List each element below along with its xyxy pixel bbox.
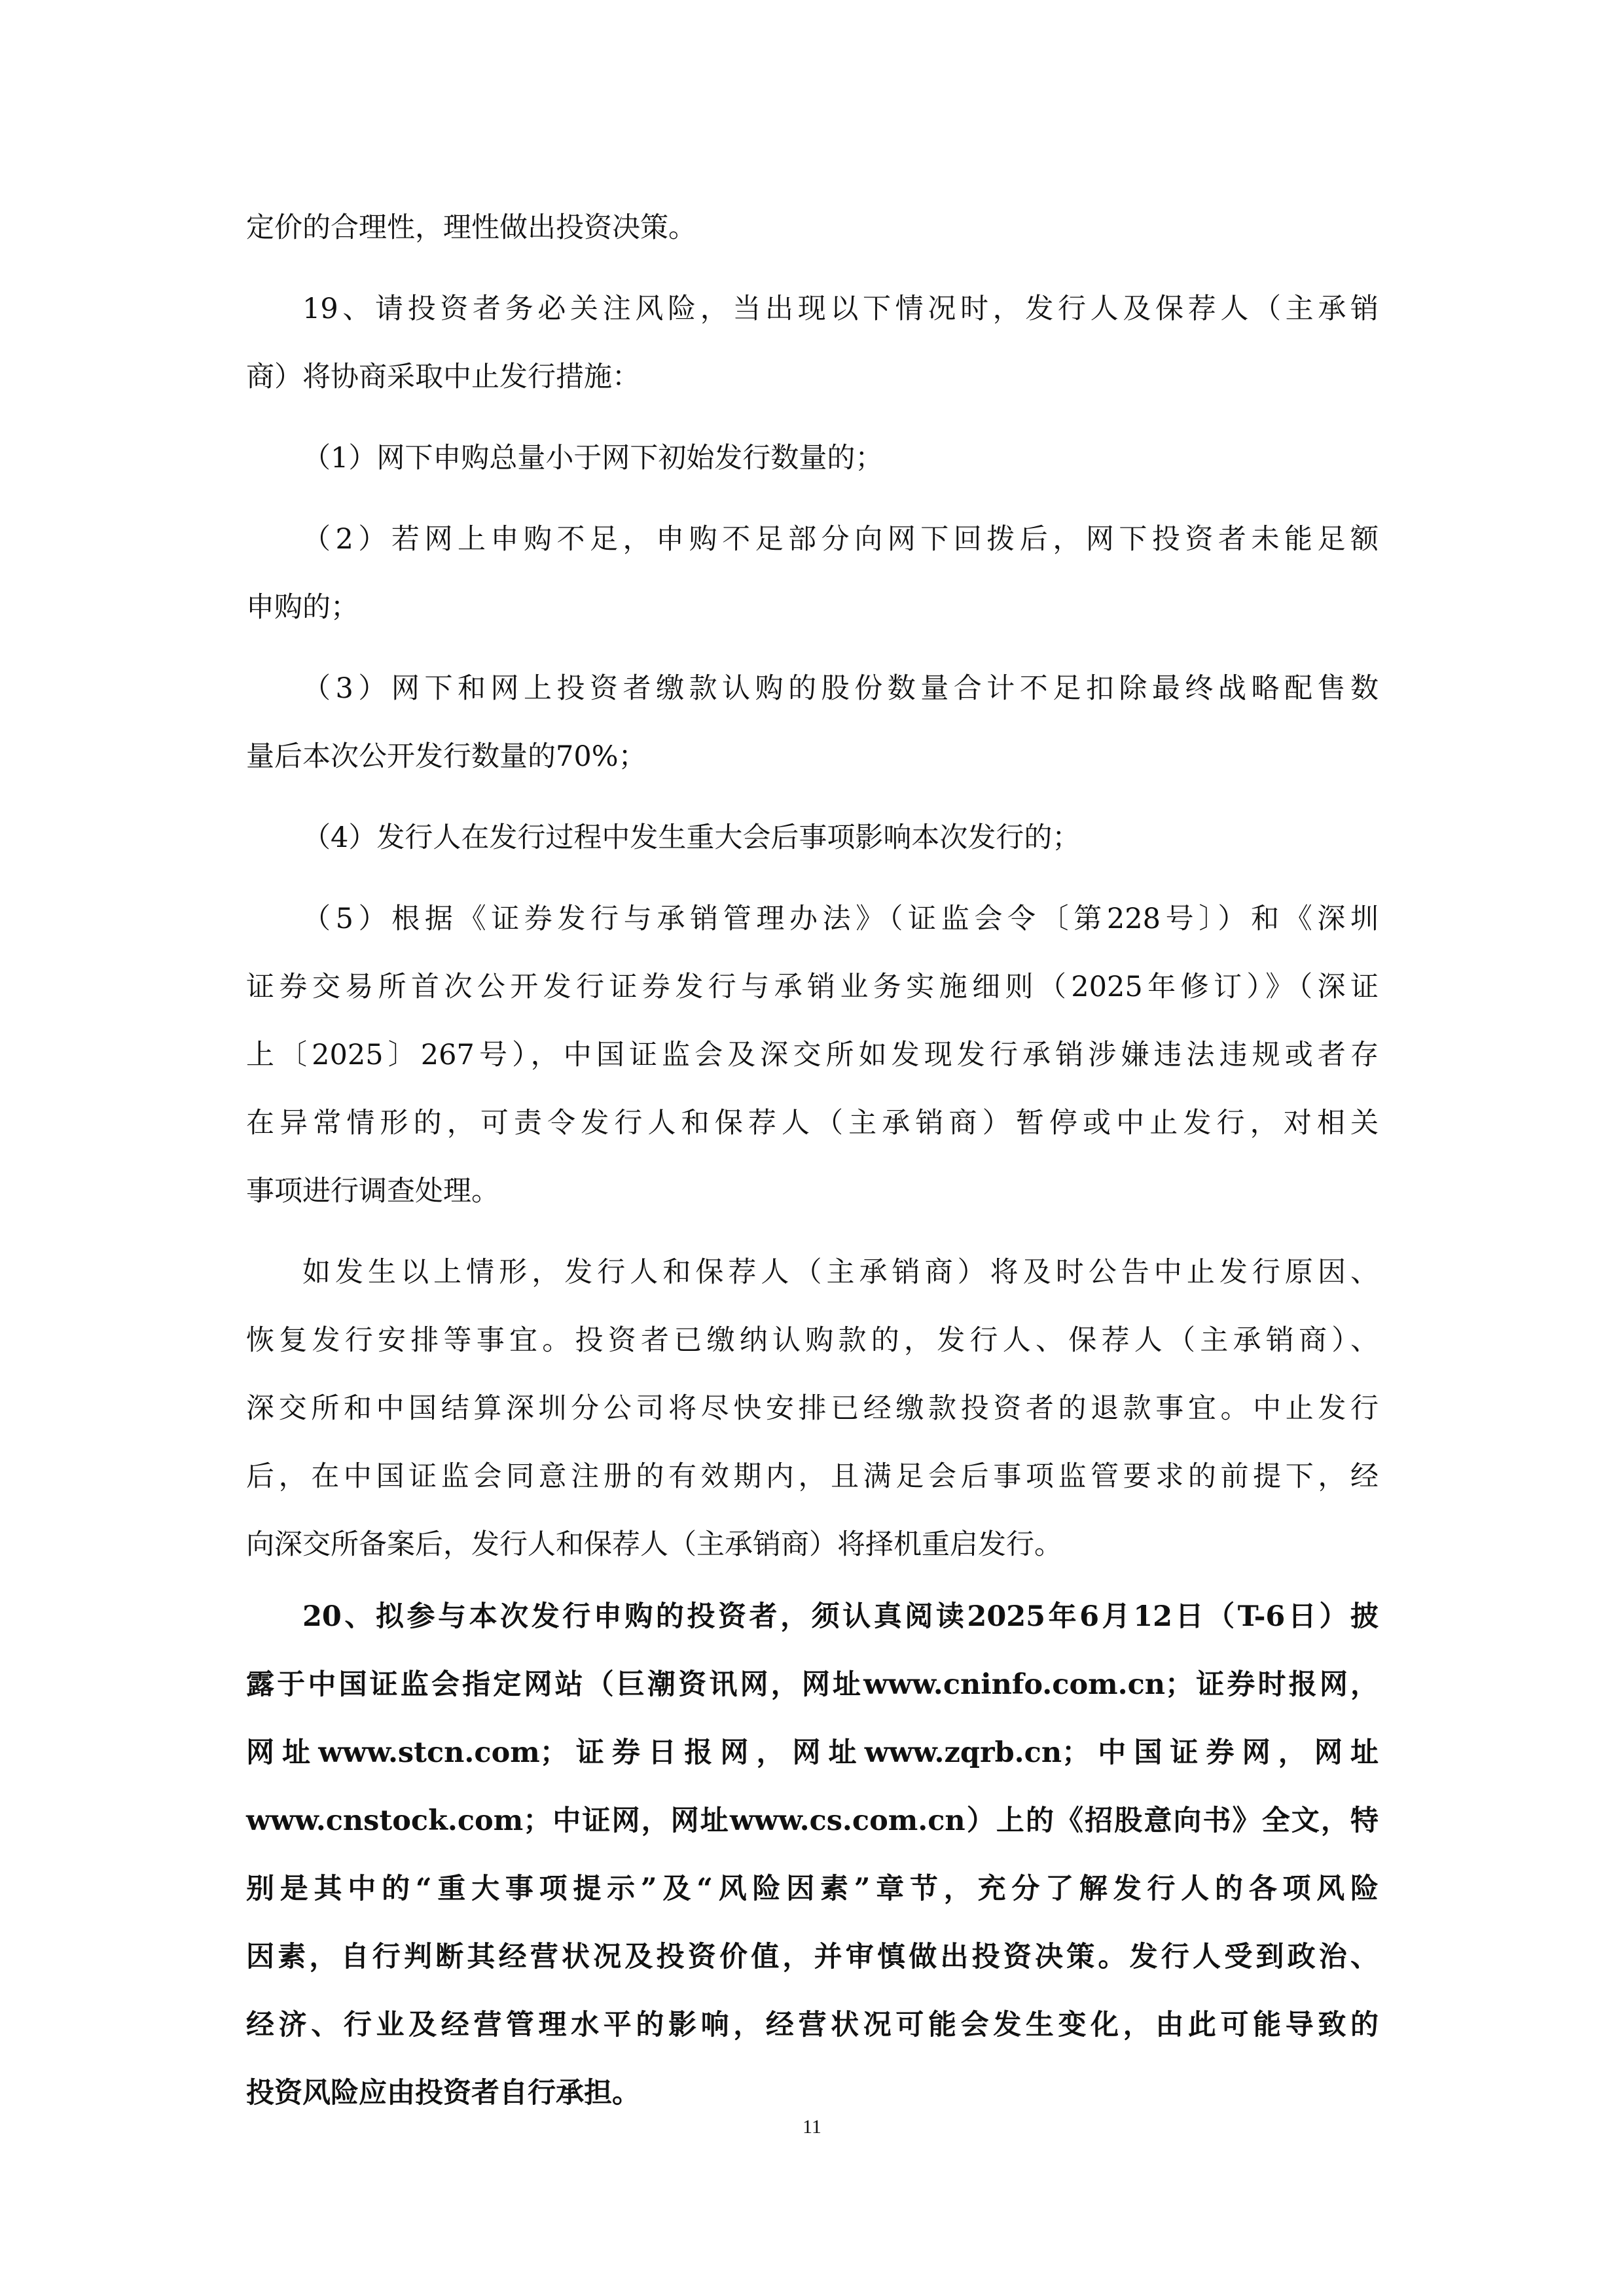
- page-number: 11: [803, 2116, 821, 2138]
- text-line: 向深交所备案后，发行人和保荐人（主承销商）将择机重启发行。: [246, 1528, 1062, 1561]
- text-line: 20、拟参与本次发行申购的投资者，须认真阅读2025年6月12日（T-6日）披: [302, 1600, 1379, 1633]
- text-line: 恢复发行安排等事宜。投资者已缴纳认购款的，发行人、保荐人（主承销商）、: [246, 1324, 1379, 1357]
- text-line: （4）发行人在发行过程中发生重大会后事项影响本次发行的；: [302, 821, 1081, 854]
- condition-2: [246, 505, 1379, 641]
- text-line: （3）网下和网上投资者缴款认购的股份数量合计不足扣除最终战略配售数: [302, 672, 1379, 705]
- text-line: 上〔2025〕267号），中国证监会及深交所如发现发行承销涉嫌违法违规或者存: [246, 1039, 1379, 1071]
- condition-5: [246, 885, 1379, 1225]
- paragraph-item-20: [246, 1583, 1379, 2127]
- text-line: 19、请投资者务必关注风险，当出现以下情况时，发行人及保荐人（主承销: [302, 293, 1379, 325]
- text-line: 因素，自行判断其经营状况及投资价值，并审慎做出投资决策。发行人受到政治、: [246, 1941, 1379, 1973]
- text-line: 网址www.stcn.com；证券日报网，网址www.zqrb.cn；中国证券网，网址: [246, 1736, 1379, 1769]
- condition-4: [246, 804, 1379, 872]
- paragraph-suspension-handling: [246, 1238, 1379, 1579]
- text-line: 别是其中的“重大事项提示”及“风险因素”章节，充分了解发行人的各项风险: [246, 1873, 1379, 1905]
- text-line: （1）网下申购总量小于网下初始发行数量的；: [302, 442, 884, 475]
- text-line: 申购的；: [246, 591, 359, 624]
- text-line: （5）根据《证券发行与承销管理办法》（证监会令〔第228号〕）和《深圳: [302, 903, 1379, 935]
- condition-1: [246, 424, 1379, 492]
- text-line: 露于中国证监会指定网站（巨潮资讯网，网址www.cninfo.com.cn；证券时报网，: [246, 1668, 1379, 1701]
- text-line: 经济、行业及经营管理水平的影响，经营状况可能会发生变化，由此可能导致的: [246, 2009, 1379, 2041]
- paragraph-item-19: [246, 275, 1379, 411]
- text-line: 后，在中国证监会同意注册的有效期内，且满足会后事项监管要求的前提下，经: [246, 1460, 1379, 1493]
- text-line: 事项进行调查处理。: [246, 1175, 499, 1208]
- paragraph-continuation: [246, 194, 1379, 262]
- text-line: 商）将协商采取中止发行措施：: [246, 361, 640, 393]
- text-line: 深交所和中国结算深圳分公司将尽快安排已经缴款投资者的退款事宜。中止发行: [246, 1392, 1379, 1425]
- text-line: 如发生以上情形，发行人和保荐人（主承销商）将及时公告中止发行原因、: [302, 1256, 1379, 1289]
- text-line: 投资风险应由投资者自行承担。: [246, 2077, 640, 2109]
- text-line: 证券交易所首次公开发行证券发行与承销业务实施细则（2025年修订）》（深证: [246, 971, 1379, 1003]
- text-line: 量后本次公开发行数量的70%；: [246, 740, 647, 773]
- text-line: 定价的合理性，理性做出投资决策。: [246, 211, 696, 244]
- condition-3: [246, 655, 1379, 791]
- text-line: （2）若网上申购不足，申购不足部分向网下回拨后，网下投资者未能足额: [302, 523, 1379, 556]
- text-line: 在异常情形的，可责令发行人和保荐人（主承销商）暂停或中止发行，对相关: [246, 1107, 1379, 1139]
- text-line: www.cnstock.com；中证网，网址www.cs.com.cn）上的《招股意向书》全文，特: [246, 1804, 1379, 1837]
